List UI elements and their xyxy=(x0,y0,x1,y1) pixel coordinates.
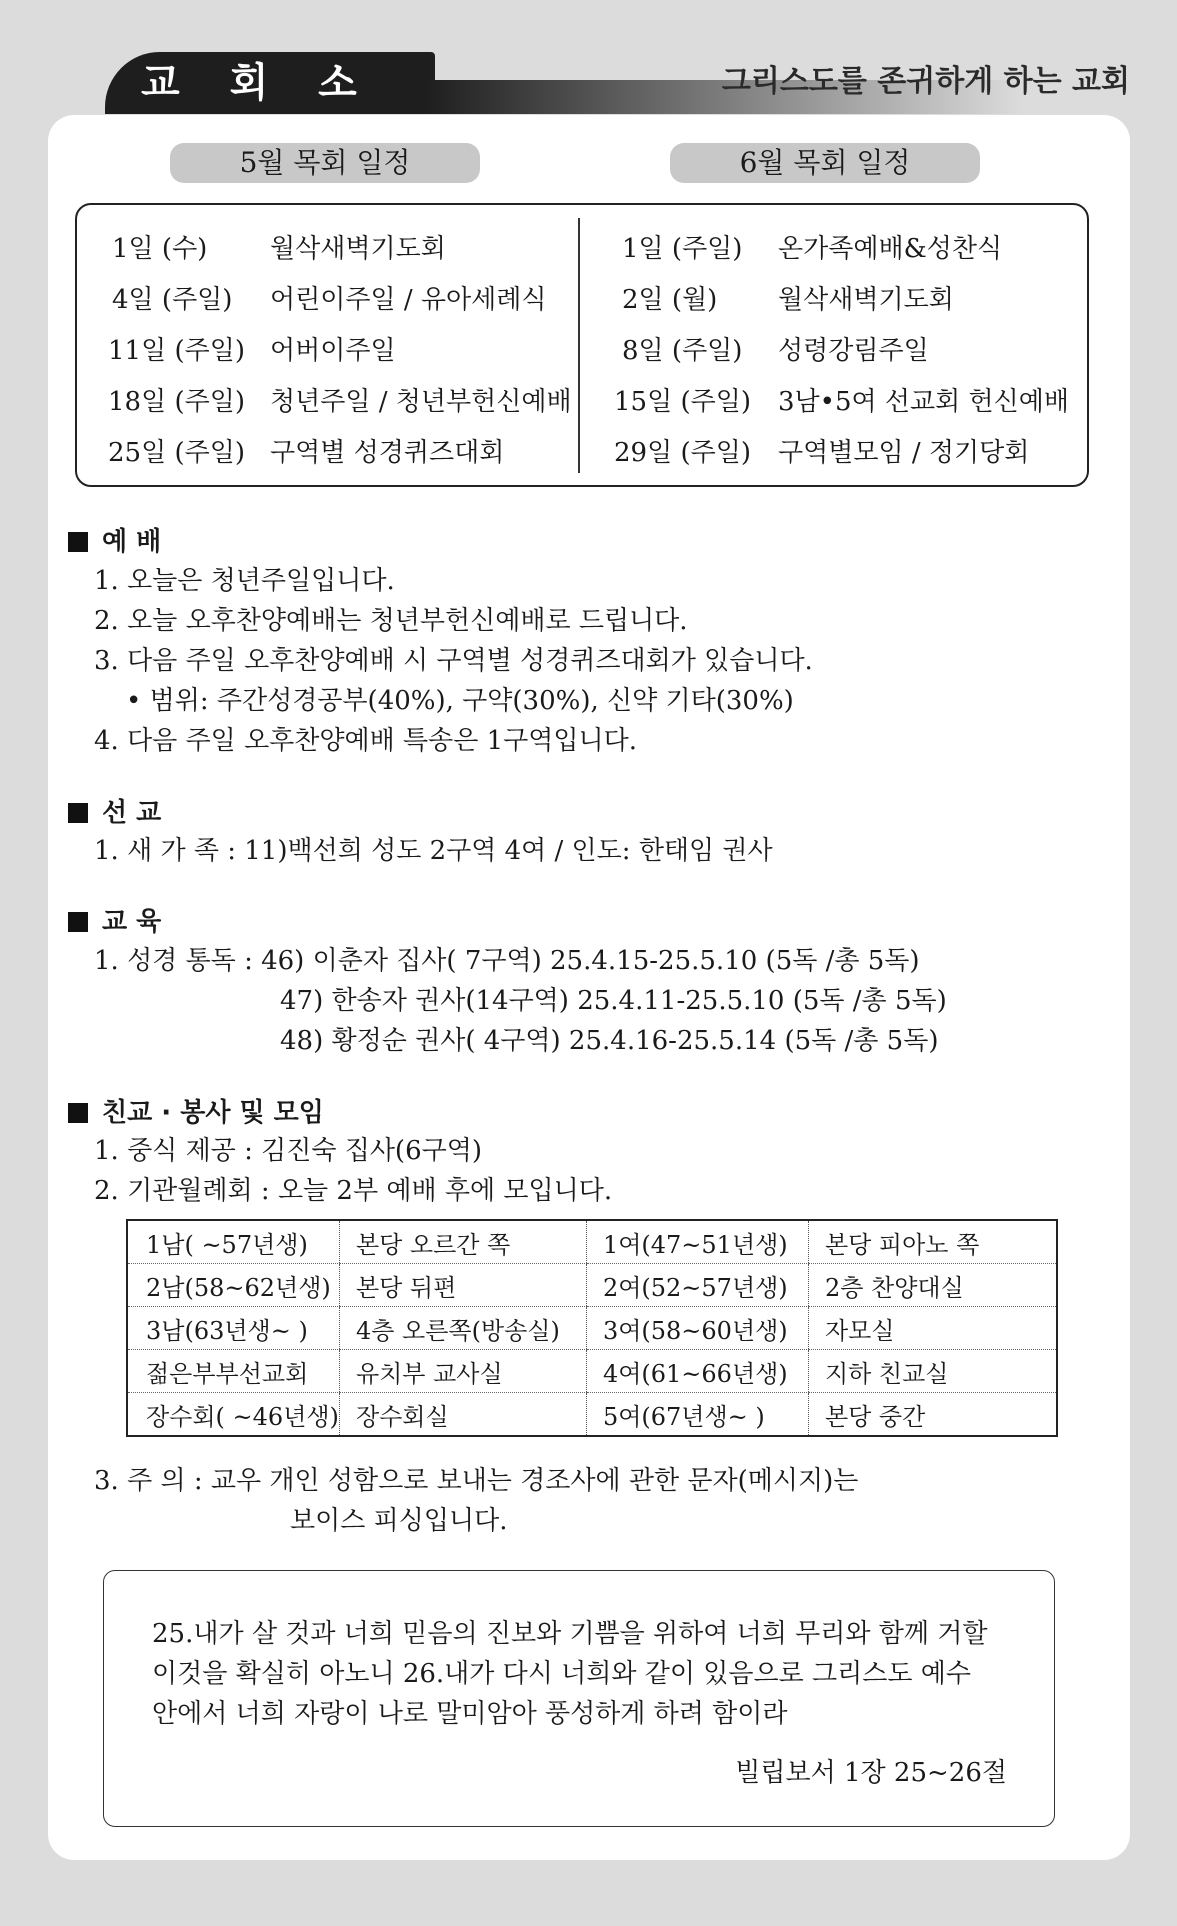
table-cell: 4여(61~66년생) xyxy=(586,1350,808,1393)
education-heading xyxy=(68,901,161,938)
table-cell: 장수회실 xyxy=(339,1393,586,1437)
worship-line: 1. 오늘은 청년주일입니다. xyxy=(94,566,395,596)
june-date: 15일 (주일) xyxy=(614,387,751,417)
june-date: 8일 (주일) xyxy=(622,336,743,366)
table-cell: 1여(47~51년생) xyxy=(586,1220,808,1264)
mission-heading xyxy=(68,792,161,829)
table-cell: 4층 오른쪽(방송실) xyxy=(339,1307,586,1350)
may-event: 청년주일 / 청년부헌신예배 xyxy=(270,387,572,417)
verse-line: 이것을 확실히 아노니 26.내가 다시 너희와 같이 있음으로 그리스도 예수 xyxy=(152,1659,971,1689)
table-cell: 본당 뒤편 xyxy=(339,1264,586,1307)
table-cell: 장수회( ~46년생) xyxy=(146,1402,339,1431)
schedule-divider xyxy=(578,218,580,473)
table-cell: 2층 찬양대실 xyxy=(808,1264,1057,1307)
mission-line: 1. 새 가 족 : 11)백선희 성도 2구역 4여 / 인도: 한태임 권사 xyxy=(94,836,773,866)
may-date: 11일 (주일) xyxy=(108,336,245,366)
table-cell: 3남(63년생~ ) xyxy=(127,1307,339,1350)
education-line: 48) 황정순 권사( 4구역) 25.4.16-25.5.14 (5독 /총 5독) xyxy=(280,1026,939,1056)
table-row xyxy=(127,1264,1057,1307)
june-event: 온가족예배&성찬식 xyxy=(778,234,1003,264)
fellowship-notice: 3. 주 의 : 교우 개인 성함으로 보내는 경조사에 관한 문자(메시지)는 xyxy=(94,1466,859,1496)
may-date: 4일 (주일) xyxy=(112,285,233,315)
table-cell: 유치부 교사실 xyxy=(339,1350,586,1393)
table-cell: 지하 친교실 xyxy=(808,1350,1057,1393)
june-event: 월삭새벽기도회 xyxy=(778,285,954,315)
fellowship-heading-text: 친교 · 봉사 및 모임 xyxy=(102,1098,324,1128)
church-motto: 그리스도를 존귀하게 하는 교회 xyxy=(721,64,1130,99)
table-row xyxy=(127,1393,1057,1437)
may-event: 어버이주일 xyxy=(270,336,396,366)
table-cell: 자모실 xyxy=(808,1307,1057,1350)
table-cell: 본당 피아노 쪽 xyxy=(808,1220,1057,1264)
june-event: 구역별모임 / 정기당회 xyxy=(778,438,1030,468)
table-cell: 1남( ~57년생) xyxy=(127,1220,339,1264)
square-bullet-icon xyxy=(68,532,88,552)
may-date: 25일 (주일) xyxy=(108,438,245,468)
verse-reference: 빌립보서 1장 25~26절 xyxy=(735,1758,1007,1788)
may-date: 1일 (수) xyxy=(112,234,208,264)
table-cell: 5여(67년생~ ) xyxy=(586,1393,808,1437)
square-bullet-icon xyxy=(68,912,88,932)
meeting-location-table xyxy=(126,1219,1058,1437)
table-cell: 본당 오르간 쪽 xyxy=(339,1220,586,1264)
fellowship-heading xyxy=(68,1092,324,1129)
worship-line: 3. 다음 주일 오후찬양예배 시 구역별 성경퀴즈대회가 있습니다. xyxy=(94,646,813,676)
table-cell: 2남(58~62년생) xyxy=(127,1264,339,1307)
square-bullet-icon xyxy=(68,803,88,823)
education-line: 47) 한송자 권사(14구역) 25.4.11-25.5.10 (5독 /총 5독) xyxy=(280,986,947,1016)
table-cell: 젊은부부선교회 xyxy=(127,1350,339,1393)
header-bar xyxy=(105,52,1130,114)
fellowship-notice-cont: 보이스 피싱입니다. xyxy=(290,1506,508,1536)
worship-heading-text: 예 배 xyxy=(102,527,162,557)
june-date: 1일 (주일) xyxy=(622,234,743,264)
may-event: 월삭새벽기도회 xyxy=(270,234,446,264)
verse-line: 25.내가 살 것과 너희 믿음의 진보와 기쁨을 위하여 너희 무리와 함께 거할 xyxy=(152,1619,988,1649)
may-schedule-title: 5월 목회 일정 xyxy=(170,143,480,183)
worship-heading xyxy=(68,521,161,558)
fellowship-line: 2. 기관월례회 : 오늘 2부 예배 후에 모입니다. xyxy=(94,1176,613,1206)
may-date: 18일 (주일) xyxy=(108,387,245,417)
table-row xyxy=(127,1350,1057,1393)
square-bullet-icon xyxy=(68,1103,88,1123)
fellowship-line: 1. 중식 제공 : 김진숙 집사(6구역) xyxy=(94,1136,482,1166)
may-event: 어린이주일 / 유아세례식 xyxy=(270,285,547,315)
table-cell: 2여(52~57년생) xyxy=(586,1264,808,1307)
mission-heading-text: 선 교 xyxy=(102,798,162,828)
table-cell: 3여(58~60년생) xyxy=(586,1307,808,1350)
june-event: 3남•5여 선교회 헌신예배 xyxy=(778,387,1069,417)
worship-sub-line: • 범위: 주간성경공부(40%), 구약(30%), 신약 기타(30%) xyxy=(126,686,794,716)
education-heading-text: 교 육 xyxy=(102,907,162,937)
june-date: 2일 (월) xyxy=(622,285,718,315)
june-schedule-title: 6월 목회 일정 xyxy=(670,143,980,183)
table-row xyxy=(127,1307,1057,1350)
worship-line: 2. 오늘 오후찬양예배는 청년부헌신예배로 드립니다. xyxy=(94,606,688,636)
june-event: 성령강림주일 xyxy=(778,336,929,366)
may-event: 구역별 성경퀴즈대회 xyxy=(270,438,505,468)
worship-line: 4. 다음 주일 오후찬양예배 특송은 1구역입니다. xyxy=(94,726,638,756)
section-tab-title: 교 회 소 xyxy=(105,52,435,114)
education-line: 1. 성경 통독 : 46) 이춘자 집사( 7구역) 25.4.15-25.5.10 (5독 /총 5독) xyxy=(94,946,920,976)
june-date: 29일 (주일) xyxy=(614,438,751,468)
verse-line: 안에서 너희 자랑이 나로 말미암아 풍성하게 하려 함이라 xyxy=(152,1699,788,1729)
table-cell: 본당 중간 xyxy=(808,1393,1057,1437)
table-row xyxy=(127,1220,1057,1264)
